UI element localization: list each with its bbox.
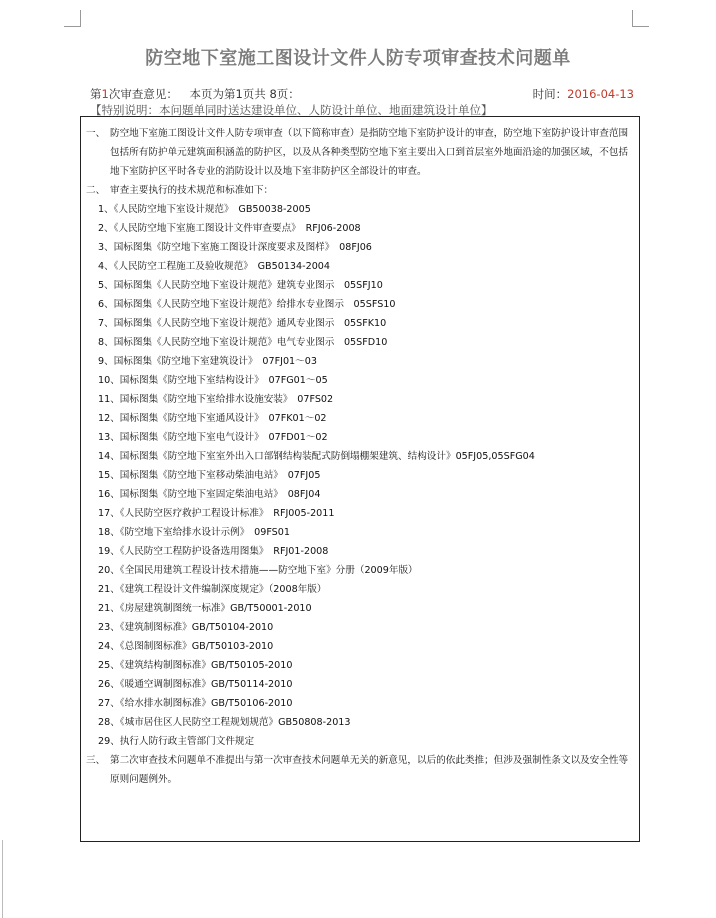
special-note: 【特别说明：本问题单同时送达建设单位、人防设计单位、地面建筑设计单位】 [90, 103, 493, 117]
standard-item: 24、《总图制图标准》GB/T50103-2010 [98, 641, 274, 652]
standard-item: 23、《建筑制图标准》GB/T50104-2010 [98, 622, 274, 633]
section-two [86, 181, 634, 200]
crop-mark-top-right [632, 10, 649, 27]
page-title: 防空地下室施工图设计文件人防专项审查技术问题单 [145, 48, 571, 69]
standard-item: 12、国标图集《防空地下室通风设计》 07FK01～02 [98, 413, 327, 424]
review-meta [90, 86, 634, 102]
standard-item: 8、国标图集《人民防空地下室设计规范》电气专业图示 05SFD10 [98, 337, 388, 348]
standard-item: 21、《建筑工程设计文件编制深度规定》（2008年版） [98, 584, 327, 595]
section-one [86, 124, 634, 181]
standard-item: 29、执行人防行政主管部门文件规定 [98, 736, 255, 747]
standard-item: 14、国标图集《防空地下室室外出入口部钢结构装配式防倒塌棚架建筑、结构设计》05FJ05,05SFG04 [98, 451, 535, 462]
standard-item: 18、《防空地下室给排水设计示例》 09FS01 [98, 527, 290, 538]
standard-item: 5、国标图集《人民防空地下室设计规范》建筑专业图示 05SFJ10 [98, 280, 383, 291]
section-text: 防空地下室施工图设计文件人防专项审查（以下简称审查）是指防空地下室防护设计的审查，防空地下室防护设计审查范围包括所有防护单元建筑面积涵盖的防护区，以及从各种类型防空地下室主要出入口到首层室外地面沿途的加强区域，不包括地下室防护区平时各专业的消防设计以及地下室非防护区全部设计的审查。 [110, 128, 629, 177]
standard-item: 15、国标图集《防空地下室移动柴油电站》 07FJ05 [98, 470, 321, 481]
standard-item: 26、《暖通空调制图标准》GB/T50114-2010 [98, 679, 293, 690]
section-three [86, 751, 634, 789]
page-edge-line [2, 840, 3, 918]
standard-item: 7、国标图集《人民防空地下室设计规范》通风专业图示 05SFK10 [98, 318, 387, 329]
standard-item: 2、《人民防空地下室施工图设计文件审查要点》 RFJ06-2008 [98, 223, 361, 234]
section-number: 二、 [86, 185, 106, 196]
standard-item: 11、国标图集《防空地下室给排水设施安装》 07FS02 [98, 394, 334, 405]
standard-item: 4、《人民防空工程施工及验收规范》 GB50134-2004 [98, 261, 331, 272]
section-number: 三、 [86, 755, 106, 766]
review-number: 1 [101, 87, 109, 101]
crop-mark-top-left [64, 10, 81, 27]
standard-item: 17、《人民防空医疗救护工程设计标准》 RFJ005-2011 [98, 508, 335, 519]
section-text: 第二次审查技术问题单不准提出与第一次审查技术问题单无关的新意见，以后的依此类推；但涉及强制性条文以及安全性等原则问题例外。 [110, 755, 629, 785]
standards-list [86, 200, 634, 751]
standard-item: 6、国标图集《人民防空地下室设计规范》给排水专业图示 05SFS10 [98, 299, 396, 310]
standard-item: 13、国标图集《防空地下室电气设计》 07FD01～02 [98, 432, 328, 443]
standard-item: 21、《房屋建筑制图统一标准》GB/T50001-2010 [98, 603, 312, 614]
time-label: 时间： [532, 87, 568, 101]
review-prefix: 第 [90, 87, 102, 101]
standard-item: 27、《给水排水制图标准》GB/T50106-2010 [98, 698, 293, 709]
standard-item: 16、国标图集《防空地下室固定柴油电站》 08FJ04 [98, 489, 321, 500]
standard-item: 1、《人民防空地下室设计规范》 GB50038-2005 [98, 204, 311, 215]
page-info: 本页为第1页共 8页： [189, 87, 300, 101]
standard-item: 3、国标图集《防空地下室施工图设计深度要求及图样》 08FJ06 [98, 242, 372, 253]
review-suffix: 次审查意见： [108, 87, 178, 101]
content-body [86, 124, 634, 789]
section-number: 一、 [86, 128, 106, 139]
standard-item: 25、《建筑结构制图标准》GB/T50105-2010 [98, 660, 293, 671]
review-date [533, 86, 634, 102]
section-text: 审查主要执行的技术规范和标准如下： [110, 185, 274, 196]
standard-item: 19、《人民防空工程防护设备选用图集》 RFJ01-2008 [98, 546, 329, 557]
standard-item: 28、《城市居住区人民防空工程规划规范》GB50808-2013 [98, 717, 351, 728]
time-value: 2016-04-13 [567, 87, 634, 101]
standard-item: 9、国标图集《防空地下室建筑设计》 07FJ01～03 [98, 356, 317, 367]
standard-item: 10、国标图集《防空地下室结构设计》 07FG01～05 [98, 375, 328, 386]
standard-item: 20、《全国民用建筑工程设计技术措施——防空地下室》分册（2009年版） [98, 565, 418, 576]
